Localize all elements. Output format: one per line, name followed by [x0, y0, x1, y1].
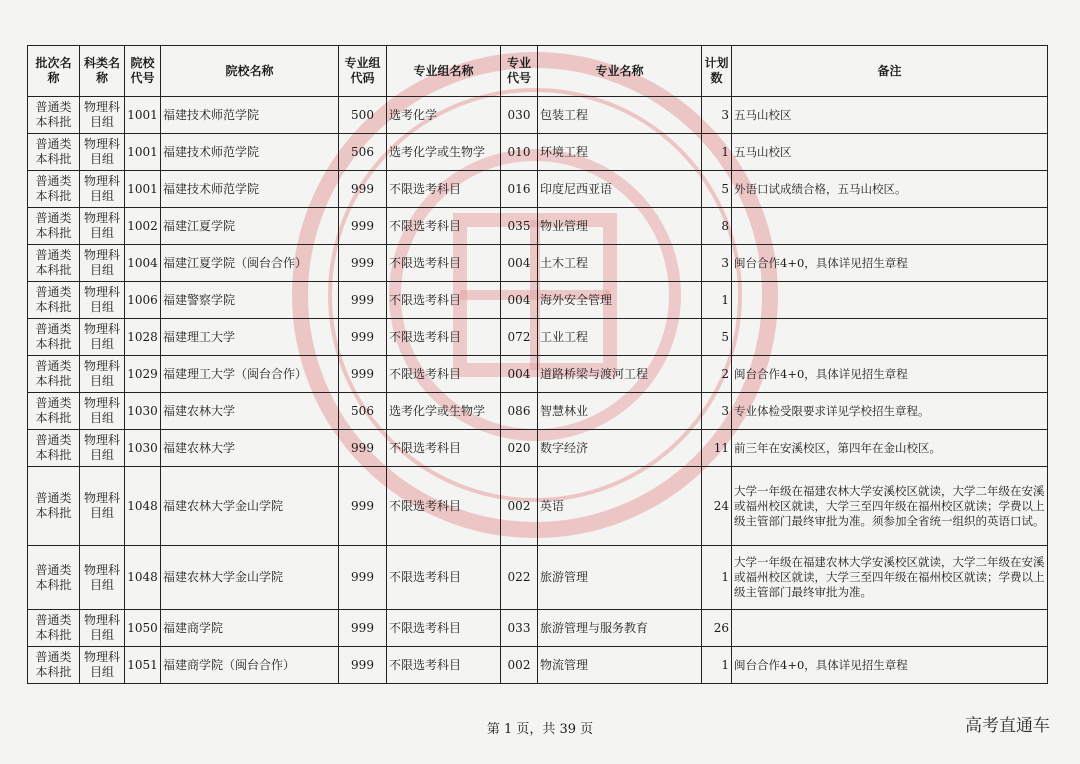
cell-group-name: 不限选考科目 — [387, 356, 501, 393]
cell-group-code: 999 — [339, 319, 387, 356]
cell-school-code: 1030 — [125, 393, 161, 430]
cell-major-name: 物业管理 — [538, 208, 702, 245]
cell-group-code: 999 — [339, 356, 387, 393]
cell-group-code: 999 — [339, 467, 387, 546]
cell-school-name: 福建警察学院 — [161, 282, 339, 319]
cell-school-code: 1029 — [125, 356, 161, 393]
cell-major-code: 030 — [501, 97, 538, 134]
cell-group-code: 506 — [339, 134, 387, 171]
cell-plan: 2 — [702, 356, 732, 393]
cell-group-name: 不限选考科目 — [387, 647, 501, 684]
cell-remark: 五马山校区 — [732, 97, 1048, 134]
cell-major-code: 033 — [501, 610, 538, 647]
cell-subject-type: 物理科目组 — [80, 208, 125, 245]
page-footer: 第 1 页，共 39 页 — [486, 722, 594, 737]
cell-school-code: 1048 — [125, 546, 161, 610]
cell-major-name: 英语 — [538, 467, 702, 546]
cell-remark: 闽台合作4+0，具体详见招生章程 — [732, 245, 1048, 282]
cell-subject-type: 物理科目组 — [80, 393, 125, 430]
cell-remark — [732, 208, 1048, 245]
header-major-code: 专业代号 — [501, 46, 538, 97]
cell-school-name: 福建农林大学金山学院 — [161, 546, 339, 610]
cell-batch: 普通类本科批 — [28, 610, 80, 647]
cell-batch: 普通类本科批 — [28, 245, 80, 282]
table-row — [28, 356, 1048, 393]
cell-plan: 11 — [702, 430, 732, 467]
header-group-name: 专业组名称 — [387, 46, 501, 97]
cell-major-name: 道路桥梁与渡河工程 — [538, 356, 702, 393]
cell-plan: 26 — [702, 610, 732, 647]
header-batch: 批次名称 — [28, 46, 80, 97]
cell-batch: 普通类本科批 — [28, 282, 80, 319]
cell-group-code: 999 — [339, 208, 387, 245]
cell-school-name: 福建农林大学 — [161, 430, 339, 467]
header-plan: 计划数 — [702, 46, 732, 97]
cell-batch: 普通类本科批 — [28, 134, 80, 171]
cell-major-name: 海外安全管理 — [538, 282, 702, 319]
cell-remark — [732, 610, 1048, 647]
cell-school-code: 1001 — [125, 171, 161, 208]
cell-major-code: 086 — [501, 393, 538, 430]
cell-subject-type: 物理科目组 — [80, 245, 125, 282]
table-row — [28, 208, 1048, 245]
cell-subject-type: 物理科目组 — [80, 430, 125, 467]
cell-plan: 8 — [702, 208, 732, 245]
cell-school-code: 1028 — [125, 319, 161, 356]
cell-batch: 普通类本科批 — [28, 430, 80, 467]
cell-school-name: 福建农林大学 — [161, 393, 339, 430]
cell-plan: 1 — [702, 546, 732, 610]
cell-group-name: 选考化学或生物学 — [387, 393, 501, 430]
cell-subject-type: 物理科目组 — [80, 647, 125, 684]
cell-group-code: 999 — [339, 430, 387, 467]
cell-school-code: 1004 — [125, 245, 161, 282]
table-row — [28, 134, 1048, 171]
cell-major-code: 010 — [501, 134, 538, 171]
cell-batch: 普通类本科批 — [28, 356, 80, 393]
header-remark: 备注 — [732, 46, 1048, 97]
table-row — [28, 393, 1048, 430]
cell-group-name: 不限选考科目 — [387, 319, 501, 356]
cell-remark: 闽台合作4+0，具体详见招生章程 — [732, 356, 1048, 393]
cell-remark: 前三年在安溪校区，第四年在金山校区。 — [732, 430, 1048, 467]
cell-plan: 5 — [702, 319, 732, 356]
cell-school-code: 1051 — [125, 647, 161, 684]
cell-group-name: 不限选考科目 — [387, 430, 501, 467]
table-row — [28, 319, 1048, 356]
cell-remark: 大学一年级在福建农林大学安溪校区就读，大学二年级在安溪或福州校区就读，大学三至四年级在福州校区就读；学费以上级主管部门最终审批为准。须参加全省统一组织的英语口试。 — [732, 467, 1048, 546]
cell-school-name: 福建江夏学院（闽台合作） — [161, 245, 339, 282]
header-major-name: 专业名称 — [538, 46, 702, 97]
cell-school-name: 福建江夏学院 — [161, 208, 339, 245]
cell-plan: 5 — [702, 171, 732, 208]
cell-plan: 1 — [702, 647, 732, 684]
cell-group-code: 500 — [339, 97, 387, 134]
cell-major-name: 土木工程 — [538, 245, 702, 282]
cell-plan: 1 — [702, 134, 732, 171]
table-row — [28, 282, 1048, 319]
cell-major-name: 印度尼西亚语 — [538, 171, 702, 208]
cell-remark: 闽台合作4+0，具体详见招生章程 — [732, 647, 1048, 684]
cell-school-name: 福建理工大学 — [161, 319, 339, 356]
cell-school-code: 1030 — [125, 430, 161, 467]
cell-subject-type: 物理科目组 — [80, 134, 125, 171]
cell-major-code: 002 — [501, 647, 538, 684]
cell-remark: 外语口试成绩合格，五马山校区。 — [732, 171, 1048, 208]
cell-subject-type: 物理科目组 — [80, 546, 125, 610]
cell-plan: 3 — [702, 97, 732, 134]
cell-major-code: 016 — [501, 171, 538, 208]
cell-major-code: 020 — [501, 430, 538, 467]
cell-group-code: 999 — [339, 282, 387, 319]
cell-school-code: 1001 — [125, 97, 161, 134]
cell-major-code: 002 — [501, 467, 538, 546]
cell-school-code: 1001 — [125, 134, 161, 171]
cell-group-name: 不限选考科目 — [387, 546, 501, 610]
cell-school-code: 1050 — [125, 610, 161, 647]
cell-subject-type: 物理科目组 — [80, 171, 125, 208]
cell-group-code: 999 — [339, 647, 387, 684]
cell-major-name: 工业工程 — [538, 319, 702, 356]
table-row — [28, 97, 1048, 134]
cell-major-name: 数字经济 — [538, 430, 702, 467]
cell-group-name: 不限选考科目 — [387, 245, 501, 282]
header-group-code: 专业组代码 — [339, 46, 387, 97]
cell-group-name: 选考化学或生物学 — [387, 134, 501, 171]
cell-batch: 普通类本科批 — [28, 208, 80, 245]
cell-batch: 普通类本科批 — [28, 319, 80, 356]
cell-subject-type: 物理科目组 — [80, 467, 125, 546]
cell-major-code: 004 — [501, 245, 538, 282]
table-row — [28, 245, 1048, 282]
cell-major-code: 035 — [501, 208, 538, 245]
cell-group-name: 不限选考科目 — [387, 171, 501, 208]
cell-group-name: 选考化学 — [387, 97, 501, 134]
cell-school-name: 福建技术师范学院 — [161, 134, 339, 171]
cell-school-name: 福建商学院 — [161, 610, 339, 647]
cell-group-name: 不限选考科目 — [387, 282, 501, 319]
cell-major-code: 072 — [501, 319, 538, 356]
cell-subject-type: 物理科目组 — [80, 319, 125, 356]
cell-batch: 普通类本科批 — [28, 171, 80, 208]
cell-school-code: 1002 — [125, 208, 161, 245]
cell-plan: 24 — [702, 467, 732, 546]
table-row — [28, 430, 1048, 467]
cell-batch: 普通类本科批 — [28, 546, 80, 610]
cell-group-name: 不限选考科目 — [387, 467, 501, 546]
cell-group-name: 不限选考科目 — [387, 208, 501, 245]
cell-remark: 大学一年级在福建农林大学安溪校区就读，大学二年级在安溪或福州校区就读，大学三至四年级在福州校区就读；学费以上级主管部门最终审批为准。 — [732, 546, 1048, 610]
table-row — [28, 610, 1048, 647]
cell-remark: 五马山校区 — [732, 134, 1048, 171]
header-school-code: 院校代号 — [125, 46, 161, 97]
cell-school-code: 1006 — [125, 282, 161, 319]
cell-remark — [732, 282, 1048, 319]
cell-plan: 3 — [702, 245, 732, 282]
cell-remark — [732, 319, 1048, 356]
cell-major-code: 004 — [501, 282, 538, 319]
table-row — [28, 467, 1048, 546]
cell-batch: 普通类本科批 — [28, 467, 80, 546]
cell-major-name: 包装工程 — [538, 97, 702, 134]
cell-school-code: 1048 — [125, 467, 161, 546]
cell-subject-type: 物理科目组 — [80, 356, 125, 393]
cell-group-code: 999 — [339, 245, 387, 282]
cell-subject-type: 物理科目组 — [80, 282, 125, 319]
cell-school-name: 福建技术师范学院 — [161, 171, 339, 208]
table-row — [28, 647, 1048, 684]
cell-group-code: 506 — [339, 393, 387, 430]
header-subject-type: 科类名称 — [80, 46, 125, 97]
cell-subject-type: 物理科目组 — [80, 97, 125, 134]
cell-batch: 普通类本科批 — [28, 393, 80, 430]
cell-major-code: 022 — [501, 546, 538, 610]
cell-major-name: 物流管理 — [538, 647, 702, 684]
cell-group-code: 999 — [339, 546, 387, 610]
cell-major-name: 环境工程 — [538, 134, 702, 171]
table-row — [28, 171, 1048, 208]
cell-major-name: 旅游管理与服务教育 — [538, 610, 702, 647]
cell-plan: 1 — [702, 282, 732, 319]
cell-subject-type: 物理科目组 — [80, 610, 125, 647]
cell-school-name: 福建农林大学金山学院 — [161, 467, 339, 546]
cell-batch: 普通类本科批 — [28, 647, 80, 684]
header-school-name: 院校名称 — [161, 46, 339, 97]
cell-school-name: 福建理工大学（闽台合作） — [161, 356, 339, 393]
cell-group-code: 999 — [339, 171, 387, 208]
cell-remark: 专业体检受限要求详见学校招生章程。 — [732, 393, 1048, 430]
cell-major-name: 旅游管理 — [538, 546, 702, 610]
cell-major-code: 004 — [501, 356, 538, 393]
cell-group-name: 不限选考科目 — [387, 610, 501, 647]
watermark-text: 高考直通车 — [965, 716, 1050, 736]
table-header-row — [28, 46, 1048, 97]
cell-school-name: 福建商学院（闽台合作） — [161, 647, 339, 684]
cell-batch: 普通类本科批 — [28, 97, 80, 134]
cell-group-code: 999 — [339, 610, 387, 647]
cell-major-name: 智慧林业 — [538, 393, 702, 430]
table-row — [28, 546, 1048, 610]
cell-plan: 3 — [702, 393, 732, 430]
admission-plan-table — [27, 45, 1048, 684]
cell-school-name: 福建技术师范学院 — [161, 97, 339, 134]
